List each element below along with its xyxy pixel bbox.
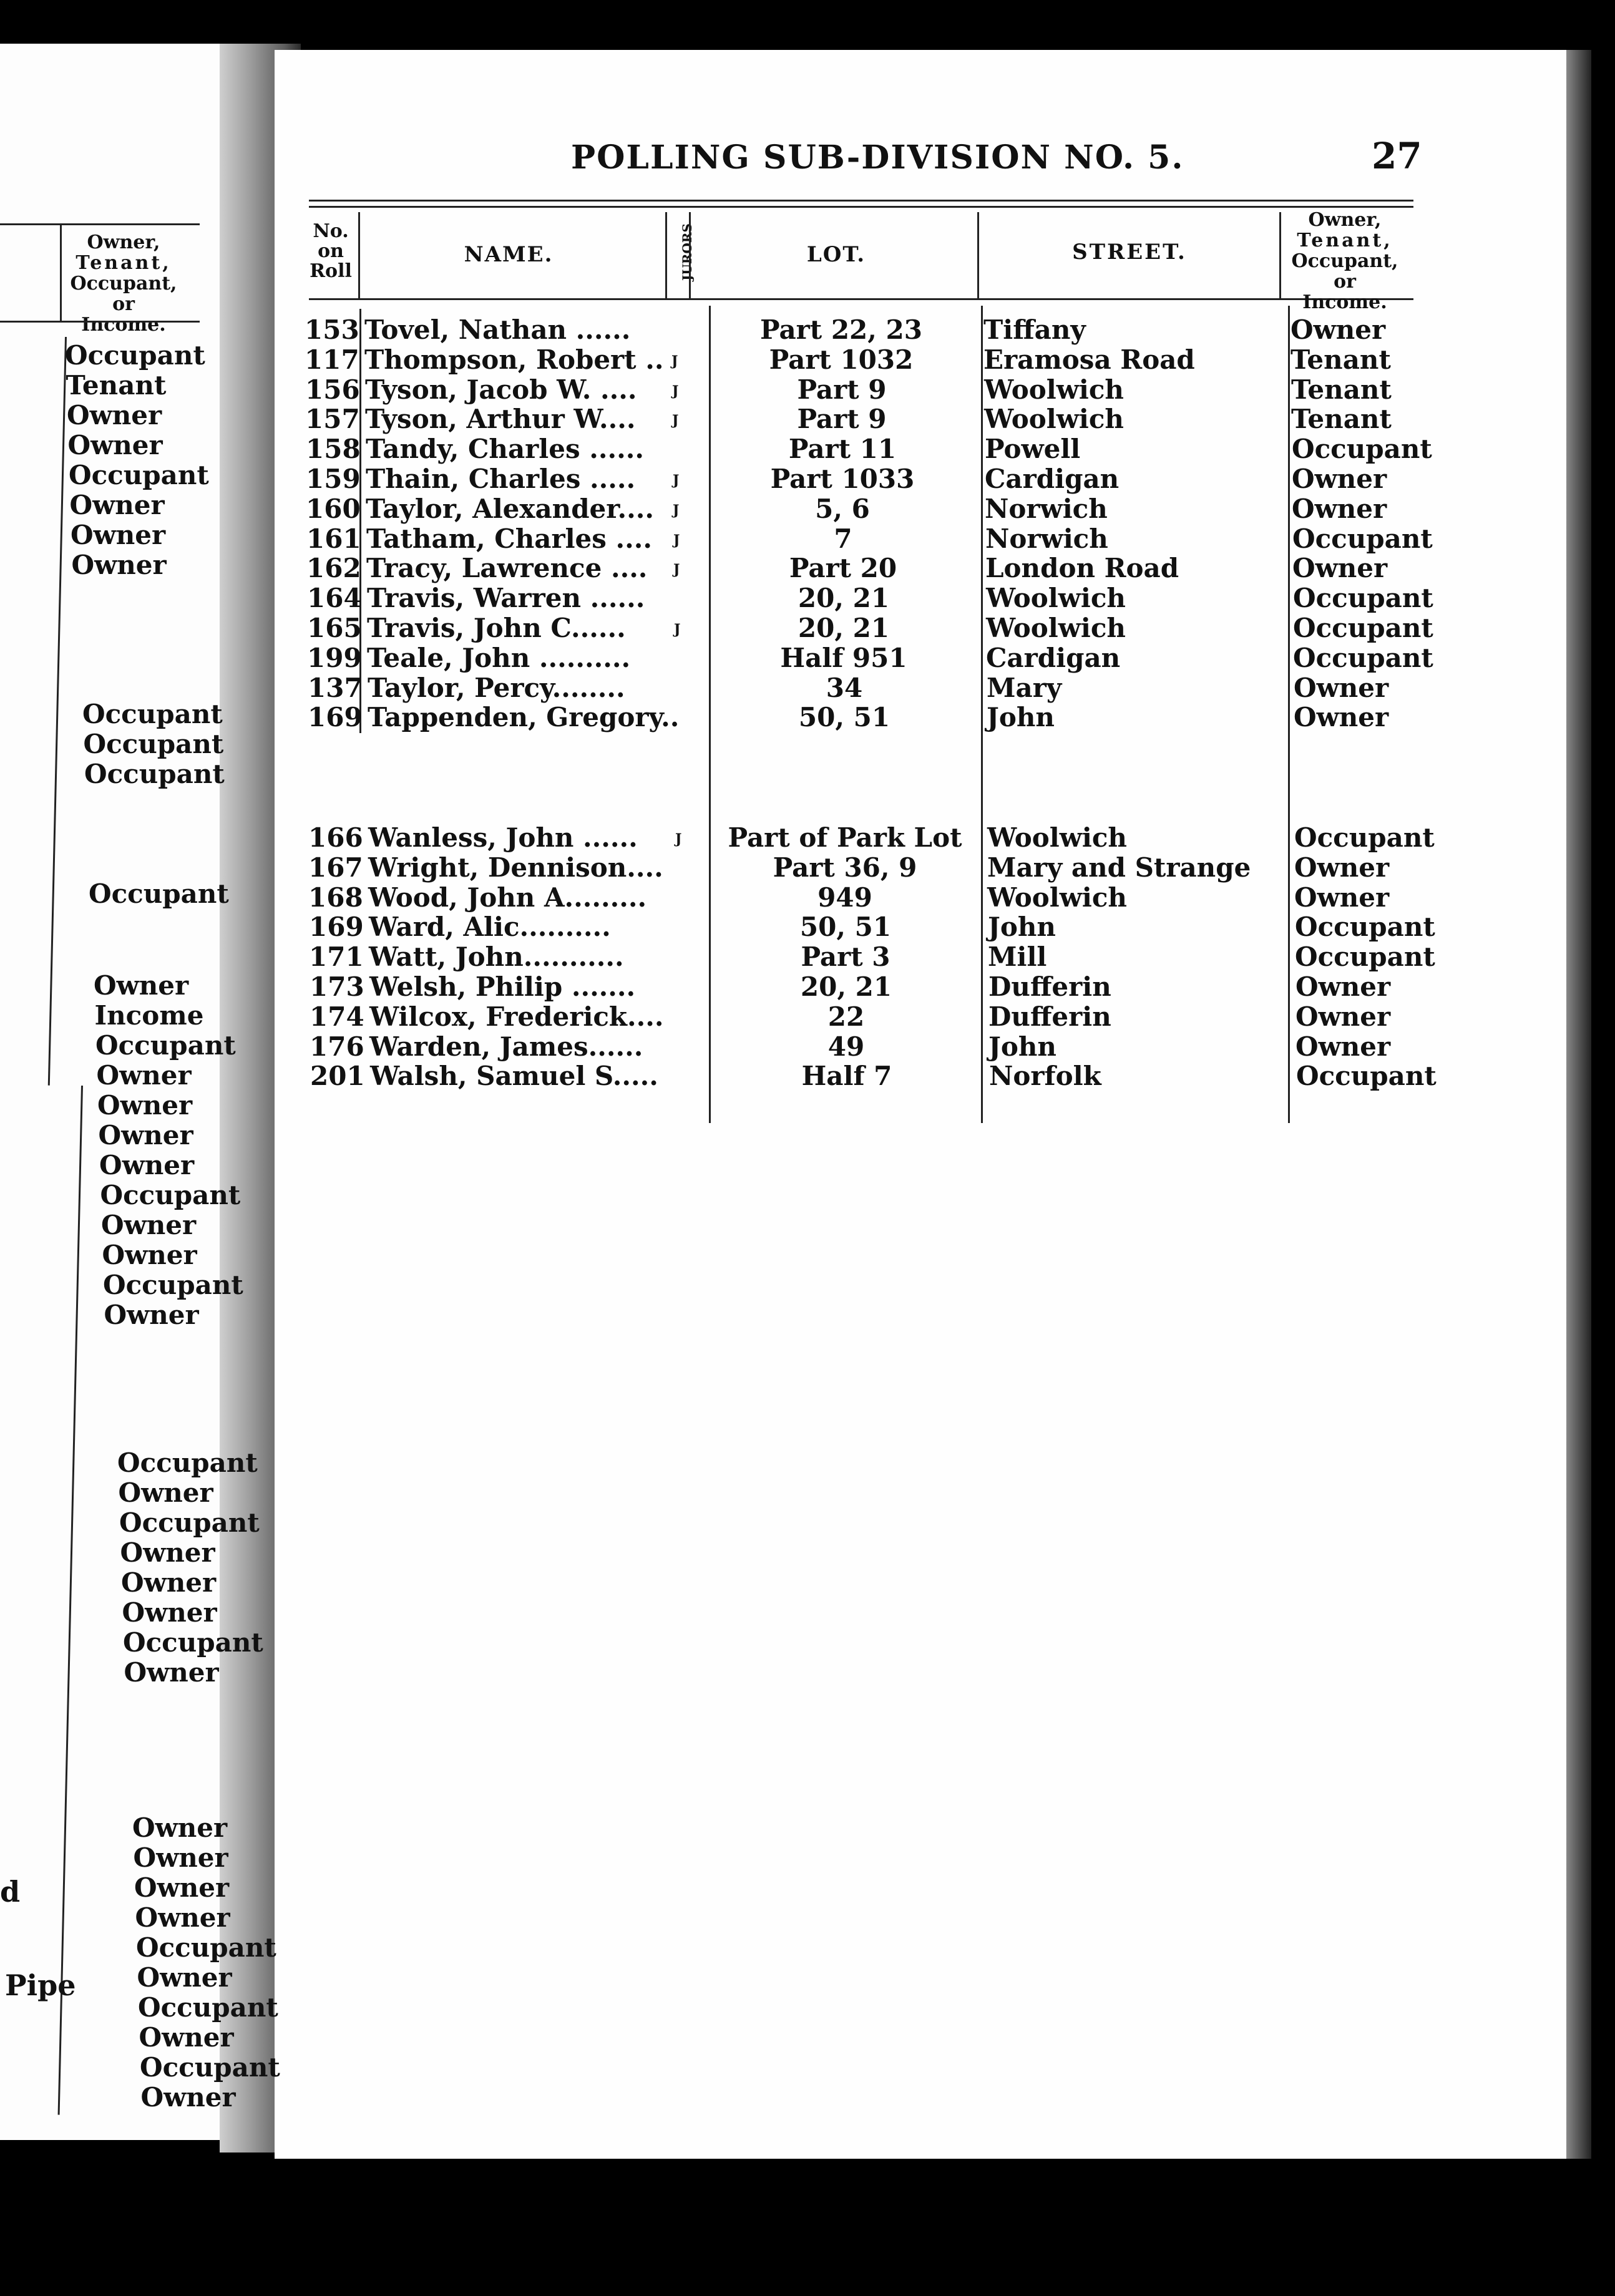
cell-status: Occupant [1295,941,1435,973]
column-header-status: Owner, Tenant, Occupant, or Income. [1291,209,1398,313]
cell-no: 156 [305,374,360,405]
left-status-item: Occupant [117,1447,258,1478]
cell-status: Owner [1295,971,1391,1002]
cell-status: Owner [1295,1031,1391,1062]
cell-lot: Part 1033 [770,464,915,494]
cell-status: Tenant [1291,404,1392,435]
cell-lot: Part 1032 [769,344,914,375]
left-status-item: Owner [71,520,166,550]
cell-juror: J [673,472,680,489]
cell-status: Occupant [1293,583,1433,614]
left-status-item: Occupant [83,729,224,759]
cell-no: 201 [310,1061,365,1092]
left-status-item: Owner [98,1120,193,1150]
cell-lot: 20, 21 [798,613,890,643]
left-status-item: Owner [137,1962,232,1993]
left-status-item: Owner [134,1872,230,1903]
cell-lot: Part 22, 23 [760,314,922,345]
cell-street: Powell [985,434,1081,465]
cell-name: Watt, John........... [369,941,624,973]
left-status-item: Occupant [100,1180,241,1210]
column-rule [977,212,979,299]
left-status-item: Occupant [82,699,223,729]
cell-no: 167 [308,852,363,883]
cell-name: Taylor, Percy........ [368,672,625,703]
left-status-item: Owner [122,1597,217,1628]
cell-no: 166 [308,822,363,853]
cell-no: 137 [308,672,363,703]
left-status-item: Owner [133,1842,228,1873]
page-number: 27 [1372,135,1422,177]
left-status-item: Tenant [66,370,167,401]
left-status-item: Owner [104,1300,199,1330]
left-header-rule-bottom [0,321,200,323]
left-status-item: Occupant [140,2052,280,2083]
cell-no: 168 [308,882,363,913]
cell-street: London Road [985,553,1179,584]
cell-lot: 949 [817,882,872,913]
cell-name: Tracy, Lawrence .... [366,553,648,584]
cell-lot: Part 11 [788,434,897,465]
column-header-lot: LOT. [806,242,866,267]
cell-street: Woolwich [986,583,1126,614]
cell-status: Occupant [1293,642,1433,673]
cell-lot: Part of Park Lot [728,822,962,853]
cell-no: 165 [307,613,362,643]
cell-lot: 50, 51 [799,912,892,943]
cell-juror: J [674,621,681,638]
cell-name: Thompson, Robert .. [364,344,664,375]
cell-street: John [988,912,1056,943]
cell-no: 157 [305,404,360,435]
left-status-item: Occupant [136,1932,276,1963]
cell-lot: 20, 21 [798,583,890,614]
cell-lot: 22 [827,1001,865,1032]
column-rule [1288,306,1290,1123]
cell-lot: 34 [826,672,863,703]
cell-no: 173 [310,971,364,1002]
cell-lot: Half 951 [780,642,907,673]
cell-street: Woolwich [986,613,1126,643]
left-status-item: Owner [97,1090,193,1121]
cell-name: Travis, John C...... [367,613,626,643]
cell-lot: 5, 6 [815,493,870,524]
cell-name: Warden, James...... [369,1031,643,1062]
left-status-item: Owner [99,1150,195,1180]
left-status-item: Owner [67,400,162,430]
header-rule-top [309,200,1413,202]
left-status-item: Owner [94,970,189,1001]
left-status-item: Occupant [89,878,229,909]
cell-juror: J [673,562,680,578]
column-rule [665,212,667,299]
left-status-item: Occupant [119,1507,260,1538]
cell-street: Cardigan [986,642,1121,673]
column-header-no: No. on Roll [310,220,352,282]
header-rule-bottom [309,298,1413,300]
left-status-item: Owner [102,1240,197,1270]
cell-street: Woolwich [984,374,1124,405]
cell-lot: Part 20 [789,553,897,584]
left-status-item: Owner [71,550,167,580]
left-status-item: Owner [140,2082,236,2113]
cell-juror: J [673,502,680,518]
cell-status: Owner [1294,852,1390,883]
cell-name: Wood, John A......... [368,882,647,913]
left-status-item: Owner [96,1060,192,1091]
cell-lot: Part 9 [797,374,887,405]
cell-street: Dufferin [988,971,1111,1002]
cell-juror: J [673,532,680,548]
cell-lot: 7 [834,523,852,554]
cell-no: 153 [305,314,359,345]
cell-status: Owner [1292,464,1387,494]
cell-street: Tiffany [983,314,1086,345]
cell-name: Tappenden, Gregory.. [368,702,680,733]
header-rule-top-2 [309,206,1413,208]
left-status-item: Occupant [84,759,225,789]
cell-name: Walsh, Samuel S..... [370,1061,658,1092]
cell-lot: 20, 21 [800,971,892,1002]
cell-no: 176 [310,1031,364,1062]
column-header-jurors: JURORS [680,223,695,281]
cell-no: 199 [307,642,362,673]
cell-no: 169 [309,912,364,943]
left-status-item: Owner [118,1477,213,1508]
cell-juror: J [671,353,678,369]
left-status-item: Occupant [95,1030,236,1061]
cell-no: 158 [306,434,361,465]
cell-street: Woolwich [987,822,1127,853]
left-margin-text: d [0,1875,21,1909]
cell-name: Wilcox, Frederick.... [369,1001,664,1032]
left-status-item: Owner [120,1537,215,1568]
cell-lot: 50, 51 [798,702,890,733]
cell-status: Owner [1292,553,1388,584]
cell-no: 174 [310,1001,364,1032]
left-status-item: Owner [69,490,165,520]
cell-street: John [988,1031,1056,1062]
cell-no: 171 [309,941,364,973]
cell-no: 169 [308,702,363,733]
cell-name: Tandy, Charles ...... [366,434,644,465]
cell-street: Woolwich [984,404,1124,435]
cell-status: Owner [1295,1001,1391,1032]
cell-juror: J [672,382,679,399]
cell-name: Tovel, Nathan ...... [364,314,631,345]
cell-street: Mary and Strange [987,852,1251,883]
cell-lot: 49 [827,1031,865,1062]
cell-status: Occupant [1292,434,1432,465]
column-header-name: NAME. [464,242,554,267]
left-status-header: Owner, Tenant, Occupant, or Income. [70,231,177,336]
cell-name: Taylor, Alexander.... [366,493,655,524]
column-rule [981,306,983,1123]
cell-street: Norwich [985,493,1108,524]
cell-status: Owner [1291,314,1386,345]
cell-name: Teale, John .......... [367,642,631,673]
cell-status: Owner [1294,882,1390,913]
cell-lot: Part 9 [797,404,887,435]
cell-no: 164 [307,583,362,614]
cell-street: Cardigan [985,464,1120,494]
cell-name: Thain, Charles ..... [366,464,636,494]
cell-street: Dufferin [988,1001,1111,1032]
left-status-item: Owner [139,2022,234,2053]
left-status-item: Occupant [123,1627,263,1658]
cell-status: Occupant [1292,523,1433,554]
cell-name: Welsh, Philip ....... [369,971,636,1002]
left-status-item: Owner [121,1567,217,1598]
cell-lot: Part 3 [801,941,890,973]
cell-juror: J [672,412,679,429]
cell-name: Wright, Dennison.... [368,852,663,883]
cell-no: 161 [306,523,361,554]
page-title: POLLING SUB-DIVISION NO. 5. [571,139,1184,177]
cell-name: Tatham, Charles .... [366,523,653,554]
left-margin-text: Pipe [5,1968,76,2002]
page-edge-shadow [1566,50,1591,2159]
cell-name: Travis, Warren ...... [367,583,645,614]
cell-street: Norfolk [989,1061,1101,1092]
cell-no: 160 [306,493,361,524]
left-status-item: Owner [124,1657,219,1688]
left-status-item: Occupant [103,1270,243,1300]
cell-lot: Part 36, 9 [773,852,917,883]
cell-juror: J [675,831,682,847]
cell-status: Owner [1294,672,1389,703]
cell-status: Occupant [1294,822,1435,853]
cell-street: John [987,702,1055,733]
left-header-rule-top [0,223,200,225]
column-rule [709,306,711,1123]
left-status-item: Owner [135,1902,230,1933]
cell-name: Ward, Alic.......... [369,912,611,943]
left-status-item: Occupant [65,340,205,371]
cell-no: 117 [305,344,359,375]
cell-status: Owner [1294,702,1389,733]
column-rule [689,212,691,299]
left-column-rule [60,225,62,321]
left-status-item: Occupant [138,1992,278,2023]
cell-street: Woolwich [987,882,1127,913]
cell-name: Tyson, Jacob W. .... [365,374,637,405]
column-header-street: STREET. [1072,240,1187,265]
left-status-item: Income [94,1000,204,1031]
column-rule [358,212,360,299]
left-status-item: Owner [67,430,163,460]
cell-street: Norwich [985,523,1108,554]
cell-status: Occupant [1293,613,1433,643]
cell-name: Tyson, Arthur W.... [365,404,636,435]
cell-lot: Half 7 [801,1061,892,1092]
cell-no: 162 [306,553,361,584]
cell-status: Occupant [1295,912,1435,943]
cell-status: Tenant [1291,374,1392,405]
cell-street: Mill [988,941,1047,973]
cell-status: Owner [1292,493,1387,524]
left-status-item: Owner [101,1210,197,1240]
left-status-item: Occupant [69,460,209,490]
cell-status: Occupant [1296,1061,1437,1092]
column-rule [1279,212,1281,299]
cell-street: Eramosa Road [983,344,1195,375]
left-status-item: Owner [132,1812,228,1843]
cell-no: 159 [306,464,361,494]
cell-street: Mary [987,672,1062,703]
cell-status: Tenant [1291,344,1391,375]
cell-name: Wanless, John ...... [368,822,638,853]
